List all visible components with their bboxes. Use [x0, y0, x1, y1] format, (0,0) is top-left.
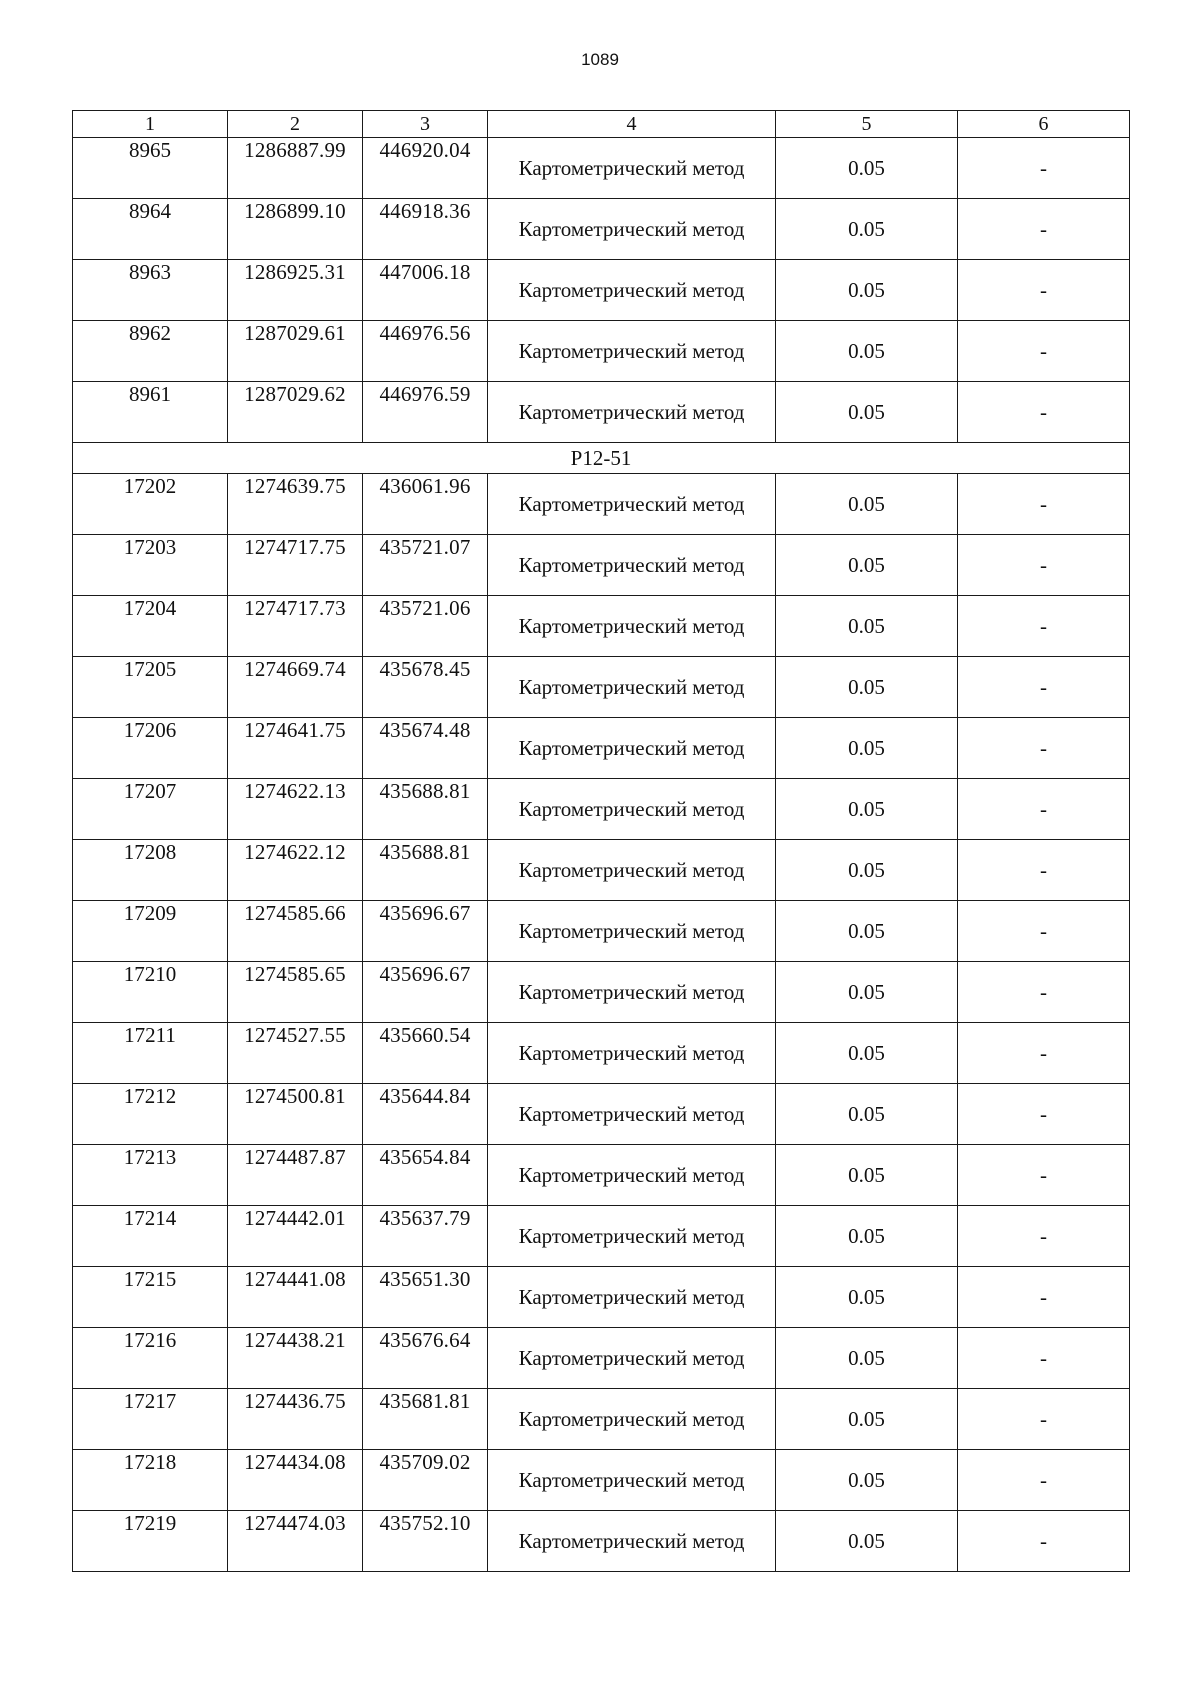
x-coordinate-cell: 1274669.74 [228, 657, 363, 718]
column-header: 6 [958, 111, 1130, 138]
column-header: 4 [488, 111, 776, 138]
note-cell: - [958, 779, 1130, 840]
x-coordinate-cell: 1274585.66 [228, 901, 363, 962]
y-coordinate-cell: 435654.84 [363, 1145, 488, 1206]
table-row [73, 1450, 1130, 1511]
table-row [73, 657, 1130, 718]
x-coordinate-cell: 1274527.55 [228, 1023, 363, 1084]
x-coordinate-cell: 1274438.21 [228, 1328, 363, 1389]
method-cell: Картометрический метод [488, 1145, 776, 1206]
table-row [73, 962, 1130, 1023]
note-cell: - [958, 1511, 1130, 1572]
y-coordinate-cell: 435721.07 [363, 535, 488, 596]
accuracy-cell: 0.05 [776, 596, 958, 657]
y-coordinate-cell: 446976.56 [363, 321, 488, 382]
x-coordinate-cell: 1274436.75 [228, 1389, 363, 1450]
y-coordinate-cell: 435678.45 [363, 657, 488, 718]
method-cell: Картометрический метод [488, 718, 776, 779]
table-row [73, 1206, 1130, 1267]
table-row [73, 535, 1130, 596]
note-cell: - [958, 596, 1130, 657]
accuracy-cell: 0.05 [776, 382, 958, 443]
method-cell: Картометрический метод [488, 840, 776, 901]
coordinates-table [72, 110, 1130, 1572]
method-cell: Картометрический метод [488, 901, 776, 962]
y-coordinate-cell: 446976.59 [363, 382, 488, 443]
point-number-cell: 8964 [73, 199, 228, 260]
accuracy-cell: 0.05 [776, 779, 958, 840]
point-number-cell: 17204 [73, 596, 228, 657]
point-number-cell: 17207 [73, 779, 228, 840]
point-number-cell: 17211 [73, 1023, 228, 1084]
section-title-row [73, 443, 1130, 474]
column-header: 3 [363, 111, 488, 138]
table-row [73, 474, 1130, 535]
method-cell: Картометрический метод [488, 1328, 776, 1389]
method-cell: Картометрический метод [488, 1206, 776, 1267]
page-number: 1089 [581, 50, 619, 69]
note-cell: - [958, 962, 1130, 1023]
table-row [73, 1328, 1130, 1389]
point-number-cell: 17216 [73, 1328, 228, 1389]
method-cell: Картометрический метод [488, 260, 776, 321]
point-number-cell: 17219 [73, 1511, 228, 1572]
note-cell: - [958, 840, 1130, 901]
y-coordinate-cell: 435696.67 [363, 962, 488, 1023]
note-cell: - [958, 657, 1130, 718]
column-header: 1 [73, 111, 228, 138]
point-number-cell: 17213 [73, 1145, 228, 1206]
accuracy-cell: 0.05 [776, 321, 958, 382]
x-coordinate-cell: 1274639.75 [228, 474, 363, 535]
x-coordinate-cell: 1274474.03 [228, 1511, 363, 1572]
y-coordinate-cell: 435721.06 [363, 596, 488, 657]
accuracy-cell: 0.05 [776, 1084, 958, 1145]
accuracy-cell: 0.05 [776, 199, 958, 260]
y-coordinate-cell: 435681.81 [363, 1389, 488, 1450]
note-cell: - [958, 1267, 1130, 1328]
point-number-cell: 8963 [73, 260, 228, 321]
table-row [73, 1145, 1130, 1206]
point-number-cell: 8962 [73, 321, 228, 382]
table-row [73, 718, 1130, 779]
y-coordinate-cell: 446920.04 [363, 138, 488, 199]
table-row [73, 840, 1130, 901]
note-cell: - [958, 535, 1130, 596]
x-coordinate-cell: 1274434.08 [228, 1450, 363, 1511]
point-number-cell: 17217 [73, 1389, 228, 1450]
point-number-cell: 17218 [73, 1450, 228, 1511]
note-cell: - [958, 260, 1130, 321]
point-number-cell: 17210 [73, 962, 228, 1023]
note-cell: - [958, 718, 1130, 779]
accuracy-cell: 0.05 [776, 1206, 958, 1267]
column-header: 5 [776, 111, 958, 138]
method-cell: Картометрический метод [488, 779, 776, 840]
y-coordinate-cell: 435637.79 [363, 1206, 488, 1267]
accuracy-cell: 0.05 [776, 1023, 958, 1084]
table-row [73, 1267, 1130, 1328]
y-coordinate-cell: 435696.67 [363, 901, 488, 962]
table-row [73, 382, 1130, 443]
y-coordinate-cell: 435674.48 [363, 718, 488, 779]
point-number-cell: 17203 [73, 535, 228, 596]
note-cell: - [958, 474, 1130, 535]
note-cell: - [958, 1084, 1130, 1145]
point-number-cell: 17215 [73, 1267, 228, 1328]
note-cell: - [958, 1450, 1130, 1511]
table-header-row [73, 111, 1130, 138]
accuracy-cell: 0.05 [776, 901, 958, 962]
x-coordinate-cell: 1274622.13 [228, 779, 363, 840]
method-cell: Картометрический метод [488, 657, 776, 718]
y-coordinate-cell: 447006.18 [363, 260, 488, 321]
accuracy-cell: 0.05 [776, 1389, 958, 1450]
method-cell: Картометрический метод [488, 962, 776, 1023]
accuracy-cell: 0.05 [776, 1328, 958, 1389]
x-coordinate-cell: 1274487.87 [228, 1145, 363, 1206]
accuracy-cell: 0.05 [776, 138, 958, 199]
accuracy-cell: 0.05 [776, 1267, 958, 1328]
point-number-cell: 17205 [73, 657, 228, 718]
y-coordinate-cell: 435651.30 [363, 1267, 488, 1328]
note-cell: - [958, 199, 1130, 260]
accuracy-cell: 0.05 [776, 474, 958, 535]
y-coordinate-cell: 436061.96 [363, 474, 488, 535]
accuracy-cell: 0.05 [776, 1511, 958, 1572]
x-coordinate-cell: 1274622.12 [228, 840, 363, 901]
point-number-cell: 17206 [73, 718, 228, 779]
table-row [73, 1389, 1130, 1450]
table-row [73, 596, 1130, 657]
note-cell: - [958, 1023, 1130, 1084]
x-coordinate-cell: 1287029.61 [228, 321, 363, 382]
x-coordinate-cell: 1286925.31 [228, 260, 363, 321]
table-body [73, 138, 1130, 1572]
note-cell: - [958, 1206, 1130, 1267]
table-row [73, 1511, 1130, 1572]
x-coordinate-cell: 1286887.99 [228, 138, 363, 199]
method-cell: Картометрический метод [488, 1023, 776, 1084]
accuracy-cell: 0.05 [776, 260, 958, 321]
accuracy-cell: 0.05 [776, 1145, 958, 1206]
note-cell: - [958, 138, 1130, 199]
method-cell: Картометрический метод [488, 535, 776, 596]
table-row [73, 901, 1130, 962]
y-coordinate-cell: 435688.81 [363, 779, 488, 840]
y-coordinate-cell: 435752.10 [363, 1511, 488, 1572]
point-number-cell: 8961 [73, 382, 228, 443]
table-row [73, 138, 1130, 199]
note-cell: - [958, 321, 1130, 382]
accuracy-cell: 0.05 [776, 840, 958, 901]
y-coordinate-cell: 435644.84 [363, 1084, 488, 1145]
method-cell: Картометрический метод [488, 321, 776, 382]
method-cell: Картометрический метод [488, 1389, 776, 1450]
y-coordinate-cell: 435688.81 [363, 840, 488, 901]
accuracy-cell: 0.05 [776, 718, 958, 779]
section-title: Р12-51 [73, 443, 1130, 474]
x-coordinate-cell: 1274717.75 [228, 535, 363, 596]
y-coordinate-cell: 446918.36 [363, 199, 488, 260]
method-cell: Картометрический метод [488, 382, 776, 443]
table-row [73, 321, 1130, 382]
y-coordinate-cell: 435660.54 [363, 1023, 488, 1084]
y-coordinate-cell: 435709.02 [363, 1450, 488, 1511]
point-number-cell: 8965 [73, 138, 228, 199]
point-number-cell: 17208 [73, 840, 228, 901]
point-number-cell: 17209 [73, 901, 228, 962]
y-coordinate-cell: 435676.64 [363, 1328, 488, 1389]
note-cell: - [958, 1145, 1130, 1206]
x-coordinate-cell: 1274717.73 [228, 596, 363, 657]
method-cell: Картометрический метод [488, 1267, 776, 1328]
point-number-cell: 17214 [73, 1206, 228, 1267]
accuracy-cell: 0.05 [776, 657, 958, 718]
accuracy-cell: 0.05 [776, 1450, 958, 1511]
note-cell: - [958, 901, 1130, 962]
accuracy-cell: 0.05 [776, 962, 958, 1023]
point-number-cell: 17202 [73, 474, 228, 535]
method-cell: Картометрический метод [488, 1084, 776, 1145]
method-cell: Картометрический метод [488, 1511, 776, 1572]
table-row [73, 1084, 1130, 1145]
table-row [73, 1023, 1130, 1084]
note-cell: - [958, 1328, 1130, 1389]
note-cell: - [958, 382, 1130, 443]
column-header: 2 [228, 111, 363, 138]
method-cell: Картометрический метод [488, 138, 776, 199]
x-coordinate-cell: 1287029.62 [228, 382, 363, 443]
point-number-cell: 17212 [73, 1084, 228, 1145]
x-coordinate-cell: 1274500.81 [228, 1084, 363, 1145]
method-cell: Картометрический метод [488, 474, 776, 535]
accuracy-cell: 0.05 [776, 535, 958, 596]
x-coordinate-cell: 1274585.65 [228, 962, 363, 1023]
table-row [73, 199, 1130, 260]
table-row [73, 260, 1130, 321]
method-cell: Картометрический метод [488, 199, 776, 260]
x-coordinate-cell: 1274441.08 [228, 1267, 363, 1328]
x-coordinate-cell: 1274641.75 [228, 718, 363, 779]
x-coordinate-cell: 1286899.10 [228, 199, 363, 260]
note-cell: - [958, 1389, 1130, 1450]
method-cell: Картометрический метод [488, 1450, 776, 1511]
table-row [73, 779, 1130, 840]
method-cell: Картометрический метод [488, 596, 776, 657]
x-coordinate-cell: 1274442.01 [228, 1206, 363, 1267]
